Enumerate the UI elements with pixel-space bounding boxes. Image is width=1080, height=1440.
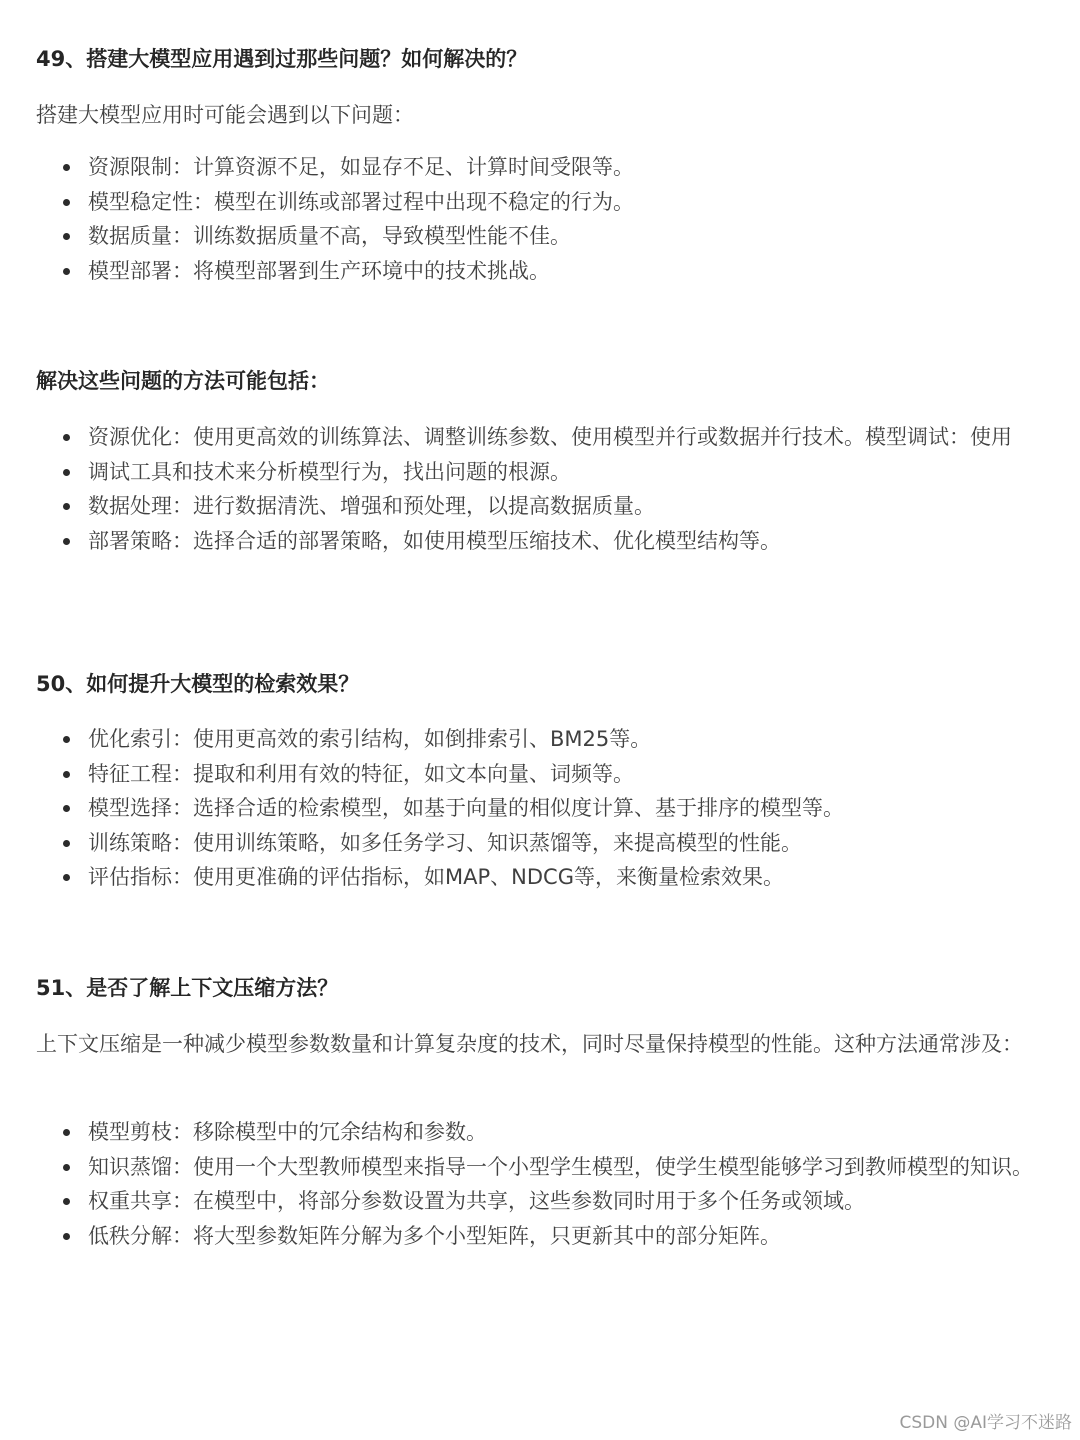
list-item (36, 420, 1066, 455)
list-item-text: 优化索引：使用更高效的索引结构，如倒排索引、BM25等。 (88, 727, 652, 751)
list-item (36, 219, 1066, 254)
q50-title: 50、如何提升大模型的检索效果？ (36, 672, 360, 696)
list-item (36, 489, 1066, 524)
q51-heading-block (36, 973, 1066, 1003)
list-item-text: 调试工具和技术来分析模型行为，找出问题的根源。 (88, 459, 571, 484)
q50-items-list (36, 722, 1066, 895)
list-item (36, 1219, 1066, 1254)
list-item (36, 757, 1066, 792)
bullet-icon (63, 434, 70, 441)
q50-items-block (36, 722, 1066, 895)
bullet-icon (63, 874, 70, 881)
bullet-icon (63, 1164, 70, 1171)
list-item (36, 524, 1066, 559)
list-item-text: 资源限制：计算资源不足，如显存不足、计算时间受限等。 (88, 155, 634, 179)
bullet-icon (63, 1129, 70, 1136)
list-item-text: 资源优化：使用更高效的训练算法、调整训练参数、使用模型并行或数据并行技术。模型调试：使用 (88, 425, 1012, 449)
bullet-icon (63, 840, 70, 847)
q51-title: 51、是否了解上下文压缩方法？ (36, 976, 339, 1000)
q49-problems-list (36, 150, 1066, 288)
list-item-text: 特征工程：提取和利用有效的特征，如文本向量、词频等。 (88, 761, 634, 786)
list-item-text: 训练策略：使用训练策略，如多任务学习、知识蒸馏等，来提高模型的性能。 (88, 830, 802, 855)
list-item (36, 826, 1066, 861)
q49-problems-block (36, 150, 1066, 288)
list-item (36, 722, 1066, 757)
list-item-text: 数据处理：进行数据清洗、增强和预处理，以提高数据质量。 (88, 494, 655, 518)
bullet-icon (63, 538, 70, 545)
bullet-icon (63, 469, 70, 476)
q51-intro-block (36, 1027, 1066, 1061)
list-item-text: 模型稳定性：模型在训练或部署过程中出现不稳定的行为。 (88, 189, 634, 214)
q51-items-list (36, 1115, 1066, 1253)
q49-title: 49、搭建大模型应用遇到过那些问题？如何解决的？ (36, 47, 528, 71)
list-item-text: 模型选择：选择合适的检索模型，如基于向量的相似度计算、基于排序的模型等。 (88, 796, 844, 820)
bullet-icon (63, 164, 70, 171)
q49-intro-block (36, 98, 1066, 132)
list-item-text: 知识蒸馏：使用一个大型教师模型来指导一个小型学生模型，使学生模型能够学习到教师模型的知识。 (88, 1154, 1033, 1179)
bullet-icon (63, 268, 70, 275)
list-item-text: 低秩分解：将大型参数矩阵分解为多个小型矩阵，只更新其中的部分矩阵。 (88, 1223, 781, 1248)
bullet-icon (63, 805, 70, 812)
list-item (36, 791, 1066, 826)
list-item-text: 数据质量：训练数据质量不高，导致模型性能不佳。 (88, 224, 571, 248)
q49-solutions-list (36, 420, 1066, 558)
q49-intro: 搭建大模型应用时可能会遇到以下问题： (36, 103, 414, 127)
list-item (36, 860, 1066, 895)
list-item-text: 部署策略：选择合适的部署策略，如使用模型压缩技术、优化模型结构等。 (88, 528, 781, 553)
q49-heading-block (36, 44, 1066, 74)
bullet-icon (63, 1198, 70, 1205)
bullet-icon (63, 736, 70, 743)
list-item (36, 150, 1066, 185)
list-item (36, 455, 1066, 490)
list-item (36, 254, 1066, 289)
q51-items-block (36, 1115, 1066, 1253)
list-item (36, 1115, 1066, 1150)
list-item (36, 1184, 1066, 1219)
list-item-text: 权重共享：在模型中，将部分参数设置为共享，这些参数同时用于多个任务或领域。 (88, 1189, 865, 1213)
list-item-text: 评估指标：使用更准确的评估指标，如MAP、NDCG等，来衡量检索效果。 (88, 865, 784, 889)
q50-heading-block (36, 669, 1066, 699)
q49-solutions-block (36, 420, 1066, 558)
q51-intro: 上下文压缩是一种减少模型参数数量和计算复杂度的技术，同时尽量保持模型的性能。这种方法通常涉及： (36, 1032, 1023, 1056)
list-item-text: 模型部署：将模型部署到生产环境中的技术挑战。 (88, 258, 550, 283)
bullet-icon (63, 503, 70, 510)
bullet-icon (63, 233, 70, 240)
list-item (36, 1150, 1066, 1185)
bullet-icon (63, 1233, 70, 1240)
list-item (36, 185, 1066, 220)
csdn-watermark: CSDN @AI学习不迷路 (899, 1413, 1072, 1433)
bullet-icon (63, 199, 70, 206)
list-item-text: 模型剪枝：移除模型中的冗余结构和参数。 (88, 1120, 487, 1144)
bullet-icon (63, 771, 70, 778)
q49-solutions-heading: 解决这些问题的方法可能包括： (36, 369, 330, 393)
q49-solutions-heading-block (36, 366, 1066, 396)
